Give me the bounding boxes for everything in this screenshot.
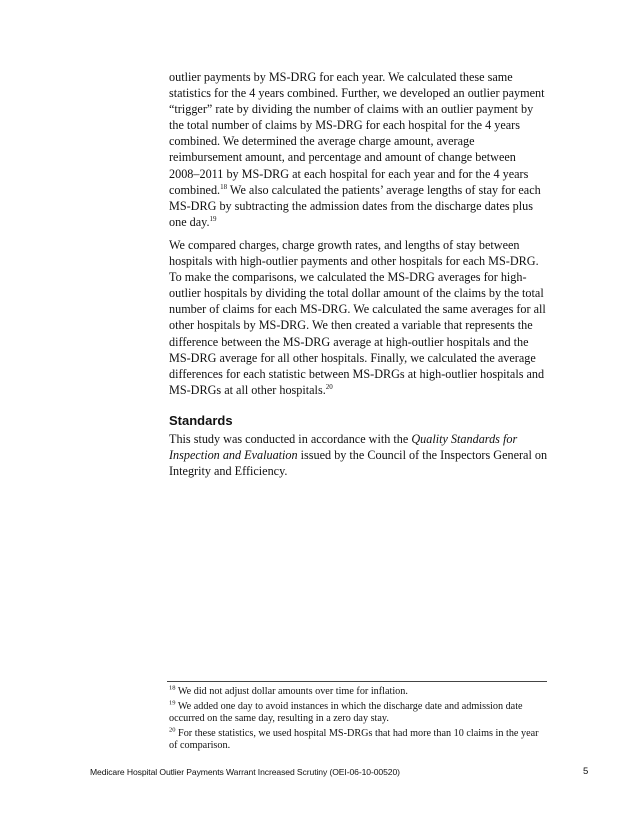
- page-footer-title: Medicare Hospital Outlier Payments Warrant Increased Scrutiny (OEI-06-10-00520): [90, 767, 400, 777]
- body-paragraph-1: [169, 69, 549, 230]
- footnote-number: 20: [169, 726, 176, 734]
- footnote: [169, 686, 549, 699]
- footnotes: [169, 686, 549, 755]
- paragraph-text: This study was conducted in accordance with the: [169, 432, 412, 446]
- footnote-ref-19[interactable]: 19: [209, 214, 217, 223]
- footnote-number: 18: [169, 684, 176, 692]
- paragraph-text: outlier payments by MS-DRG for each year. We calculated these same statistics for the 4 years combined. Further, we developed an outlier payment “trigger” rate by dividing the number of claims with an outlier payment by the total number of claims by MS-DRG for each hospital for the 4 years combined. We determined the average charge amount, average reimbursement amount, and percentage and amount of change between 2008–2011 by MS-DRG at each hospital for each year and for the 4 years combined.: [169, 70, 545, 197]
- paragraph-text: We compared charges, charge growth rates, and lengths of stay between hospitals with high-outlier payments and other hospitals for each MS-DRG. To make the comparisons, we calculated the MS-DRG averages for high-outlier hospitals by dividing the total dollar amount of the claims by the total number of claims for each MS-DRG. We calculated the same averages for all other hospitals by MS-DRG. We then created a variable that represents the difference between the MS-DRG average at high-outlier hospitals and the MS-DRG average for all other hospitals. Finally, we calculated the average differences for each statistic between MS-DRGs at high-outlier hospitals and MS-DRGs at all other hospitals.: [169, 238, 546, 397]
- body-paragraph-2: [169, 237, 549, 398]
- page-number: 5: [583, 766, 589, 777]
- footnote: [169, 701, 549, 726]
- standards-paragraph: [169, 431, 549, 479]
- footnote-ref-20[interactable]: 20: [325, 382, 333, 391]
- footnote-text: For these statistics, we used hospital MS-DRGs that had more than 10 claims in the year of comparison.: [169, 727, 539, 752]
- publication-title: Quality Standards for Inspection and Evaluation: [169, 432, 518, 463]
- section-heading-standards: Standards: [169, 413, 233, 428]
- footnote: [169, 728, 549, 753]
- paragraph-text: issued by the Council of the Inspectors General on Integrity and Efficiency.: [169, 448, 548, 479]
- footnote-text: We did not adjust dollar amounts over time for inflation.: [175, 686, 408, 697]
- footnote-text: We added one day to avoid instances in which the discharge date and admission date occurred on the same day, resulting in a zero day stay.: [169, 700, 523, 725]
- paragraph-text: We also calculated the patients’ average lengths of stay for each MS-DRG by subtracting the admission dates from the discharge dates plus one day.: [169, 182, 541, 229]
- footnote-ref-18[interactable]: 18: [220, 182, 228, 191]
- footnote-divider: [167, 681, 547, 682]
- footnote-number: 19: [169, 699, 176, 707]
